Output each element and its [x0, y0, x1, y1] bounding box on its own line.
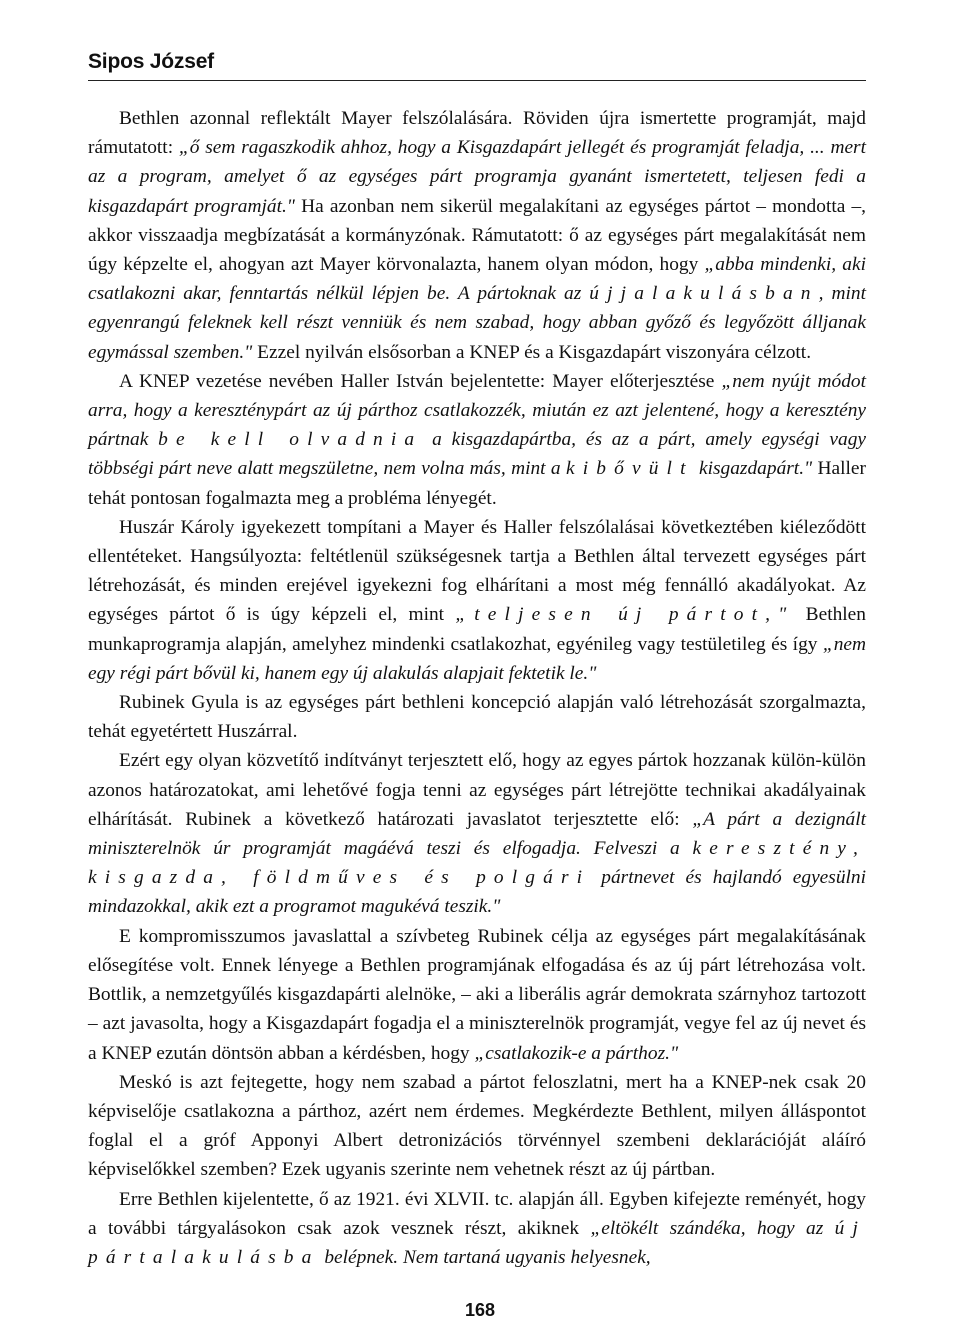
paragraph-p7 [88, 1068, 866, 1185]
page-header [88, 50, 866, 81]
paragraph-p1 [88, 104, 866, 367]
text-segment: Bethlen munkaprogramja alapján, amelyhez mindenki csatlakozhat, egyénileg vagy testületileg és így [88, 604, 866, 655]
text-segment: „nem egy régi párt bővül ki, hanem egy új alakulás alapjait fektetik le." [88, 633, 866, 684]
text-segment: „eltökélt szándéka, hogy az [590, 1217, 835, 1239]
running-title: Sipos József [88, 50, 214, 73]
text-segment: Rubinek Gyula is az egységes párt bethleni koncepció alapján való létrehozását szorgalmazta, tehát egyetértett Huszárral. [88, 692, 866, 743]
text-segment: Ezzel nyilván elsősorban a KNEP és a Kisgazdapárt viszonyára célzott. [252, 341, 812, 363]
text-segment: Bethlen azonnal reflektált Mayer felszólalására. Röviden újra ismertette programját, majd rámutatott: [88, 108, 866, 159]
text-segment: „ő sem ragaszkodik ahhoz, hogy a Kisgazdapárt jellegét és programját feladja, ... mert az a program, amelyet ő az egységes párt programja gyanánt ismertetett, teljesen fedi a kisgazdapárt programját." [88, 137, 866, 217]
header-rule [88, 80, 866, 81]
text-segment: „teljesen új pártot," [455, 604, 795, 626]
text-segment: Erre Bethlen kijelentette, ő az 1921. évi XLVII. tc. alapján áll. Egyben kifejezte reményét, hogy a további tárgyalásokon csak azok vesznek részt, akiknek [88, 1188, 866, 1239]
paragraph-p5 [88, 746, 866, 921]
paragraph-p3 [88, 513, 866, 688]
text-segment: belépnek. Nem tartaná ugyanis helyesnek, [319, 1246, 651, 1268]
paragraph-p2 [88, 367, 866, 513]
text-segment: kibővült [565, 458, 694, 480]
text-segment: E kompromisszumos javaslattal a szívbeteg Rubinek célja az egységes párt megalakításának elősegítése volt. Ennek lényege a Bethlen programjának elfogadása és az új párt létrehozása volt. Bottlik, a nemzetgyűlés kisgazdapárti alelnöke, – aki a liberális agrár demokrata szárnyhoz tartozott – azt javasolta, hogy a Kisgazdapárt fogadja el a miniszterelnök programját, vegye fel az új nevet és a KNEP ezután döntsön abban a kérdésben, hogy [88, 925, 866, 1064]
text-segment: „abba mindenki, aki csatlakozni akar, fenntartás nélkül lépjen be. A pártoknak az [88, 254, 866, 305]
text-segment: „csatlakozik-e a párthoz." [474, 1042, 679, 1064]
page-number: 168 [464, 1300, 496, 1320]
text-segment: keresztény, kisgazda, földműves és polgári [88, 838, 866, 889]
paragraph-p6 [88, 922, 866, 1068]
body-text [88, 104, 866, 1272]
text-segment: új pártalakulásba [88, 1217, 866, 1268]
text-segment: pártnevet és hajlandó egyesülni mindazokkal, akik ezt a programot magukévá teszik." [88, 867, 867, 918]
paragraph-p4 [88, 688, 866, 746]
text-segment: a kisgazdapártba, és az a párt, amely egységi vagy többségi párt neve alatt megszületne, nem volna más, mint a [88, 429, 867, 480]
text-segment: „A párt a dezignált miniszterelnök úr programját magáévá teszi és elfogadja. Felveszi a [88, 808, 866, 860]
text-segment: kisgazdapárt." [693, 458, 813, 480]
text-segment: , mint egyenrangú feleknek kell részt venniük és nem szabad, hogy abban győző és legyőzött álljanak egymással szemben." [88, 283, 866, 363]
text-segment: „nem nyújt módot arra, hogy a kereszténypárt az új párthoz csatlakozzék, miután ez azt jelentené, hogy a keresztény pártnak [88, 370, 866, 451]
text-segment: újjalakulásban [589, 283, 819, 305]
text-segment: be kell olvadnia [158, 429, 423, 451]
text-segment: Haller tehát pontosan fogalmazta meg a probléma lényegét. [88, 458, 866, 509]
text-segment: Meskó is azt fejtegette, hogy nem szabad a pártot feloszlatni, mert ha a KNEP-nek csak 20 képviselője csatlakozna a párthoz, azért nem érdemes. Megkérdezte Bethlent, milyen álláspontot foglal el a gróf Apponyi Albert detronizációs törvénnyel szembeni deklarációját aláíró képviselőkkel szemben? Ezek ugyanis szerinte nem vehetnek részt az új pártban. [88, 1071, 866, 1181]
text-segment: Huszár Károly igyekezett tompítani a Mayer és Haller felszólalásai következtében kiéleződött ellentéteket. Hangsúlyozta: feltétlenül szükségesnek tartja a Bethlen által tervezett egységes párt létrehozását, és minden erejével igyekezni fog elhárítani a most még fennálló akadályokat. Az egységes pártot ő is úgy képzeli el, mint [88, 516, 866, 626]
text-segment: A KNEP vezetése nevében Haller István bejelentette: Mayer előterjesztése [119, 370, 722, 392]
paragraph-p8 [88, 1185, 866, 1273]
text-segment: Ezért egy olyan közvetítő indítványt terjesztett elő, hogy az egyes pártok hozzanak külön-külön azonos határozatokat, ami lehetővé fogja tenni az egységes párt létrejötte technikai akadályainak elhárítását. Rubinek a következő határozati javaslatot terjesztette elő: [88, 750, 866, 830]
text-segment: Ha azonban nem sikerül megalakítani az egységes pártot – mondotta –, akkor visszaadja megbízatását a kormányzónak. Rámutatott: ő az egységes párt megalakítását nem úgy képzelte el, ahogyan azt Mayer körvonalazta, hanem olyan módon, hogy [88, 195, 867, 276]
